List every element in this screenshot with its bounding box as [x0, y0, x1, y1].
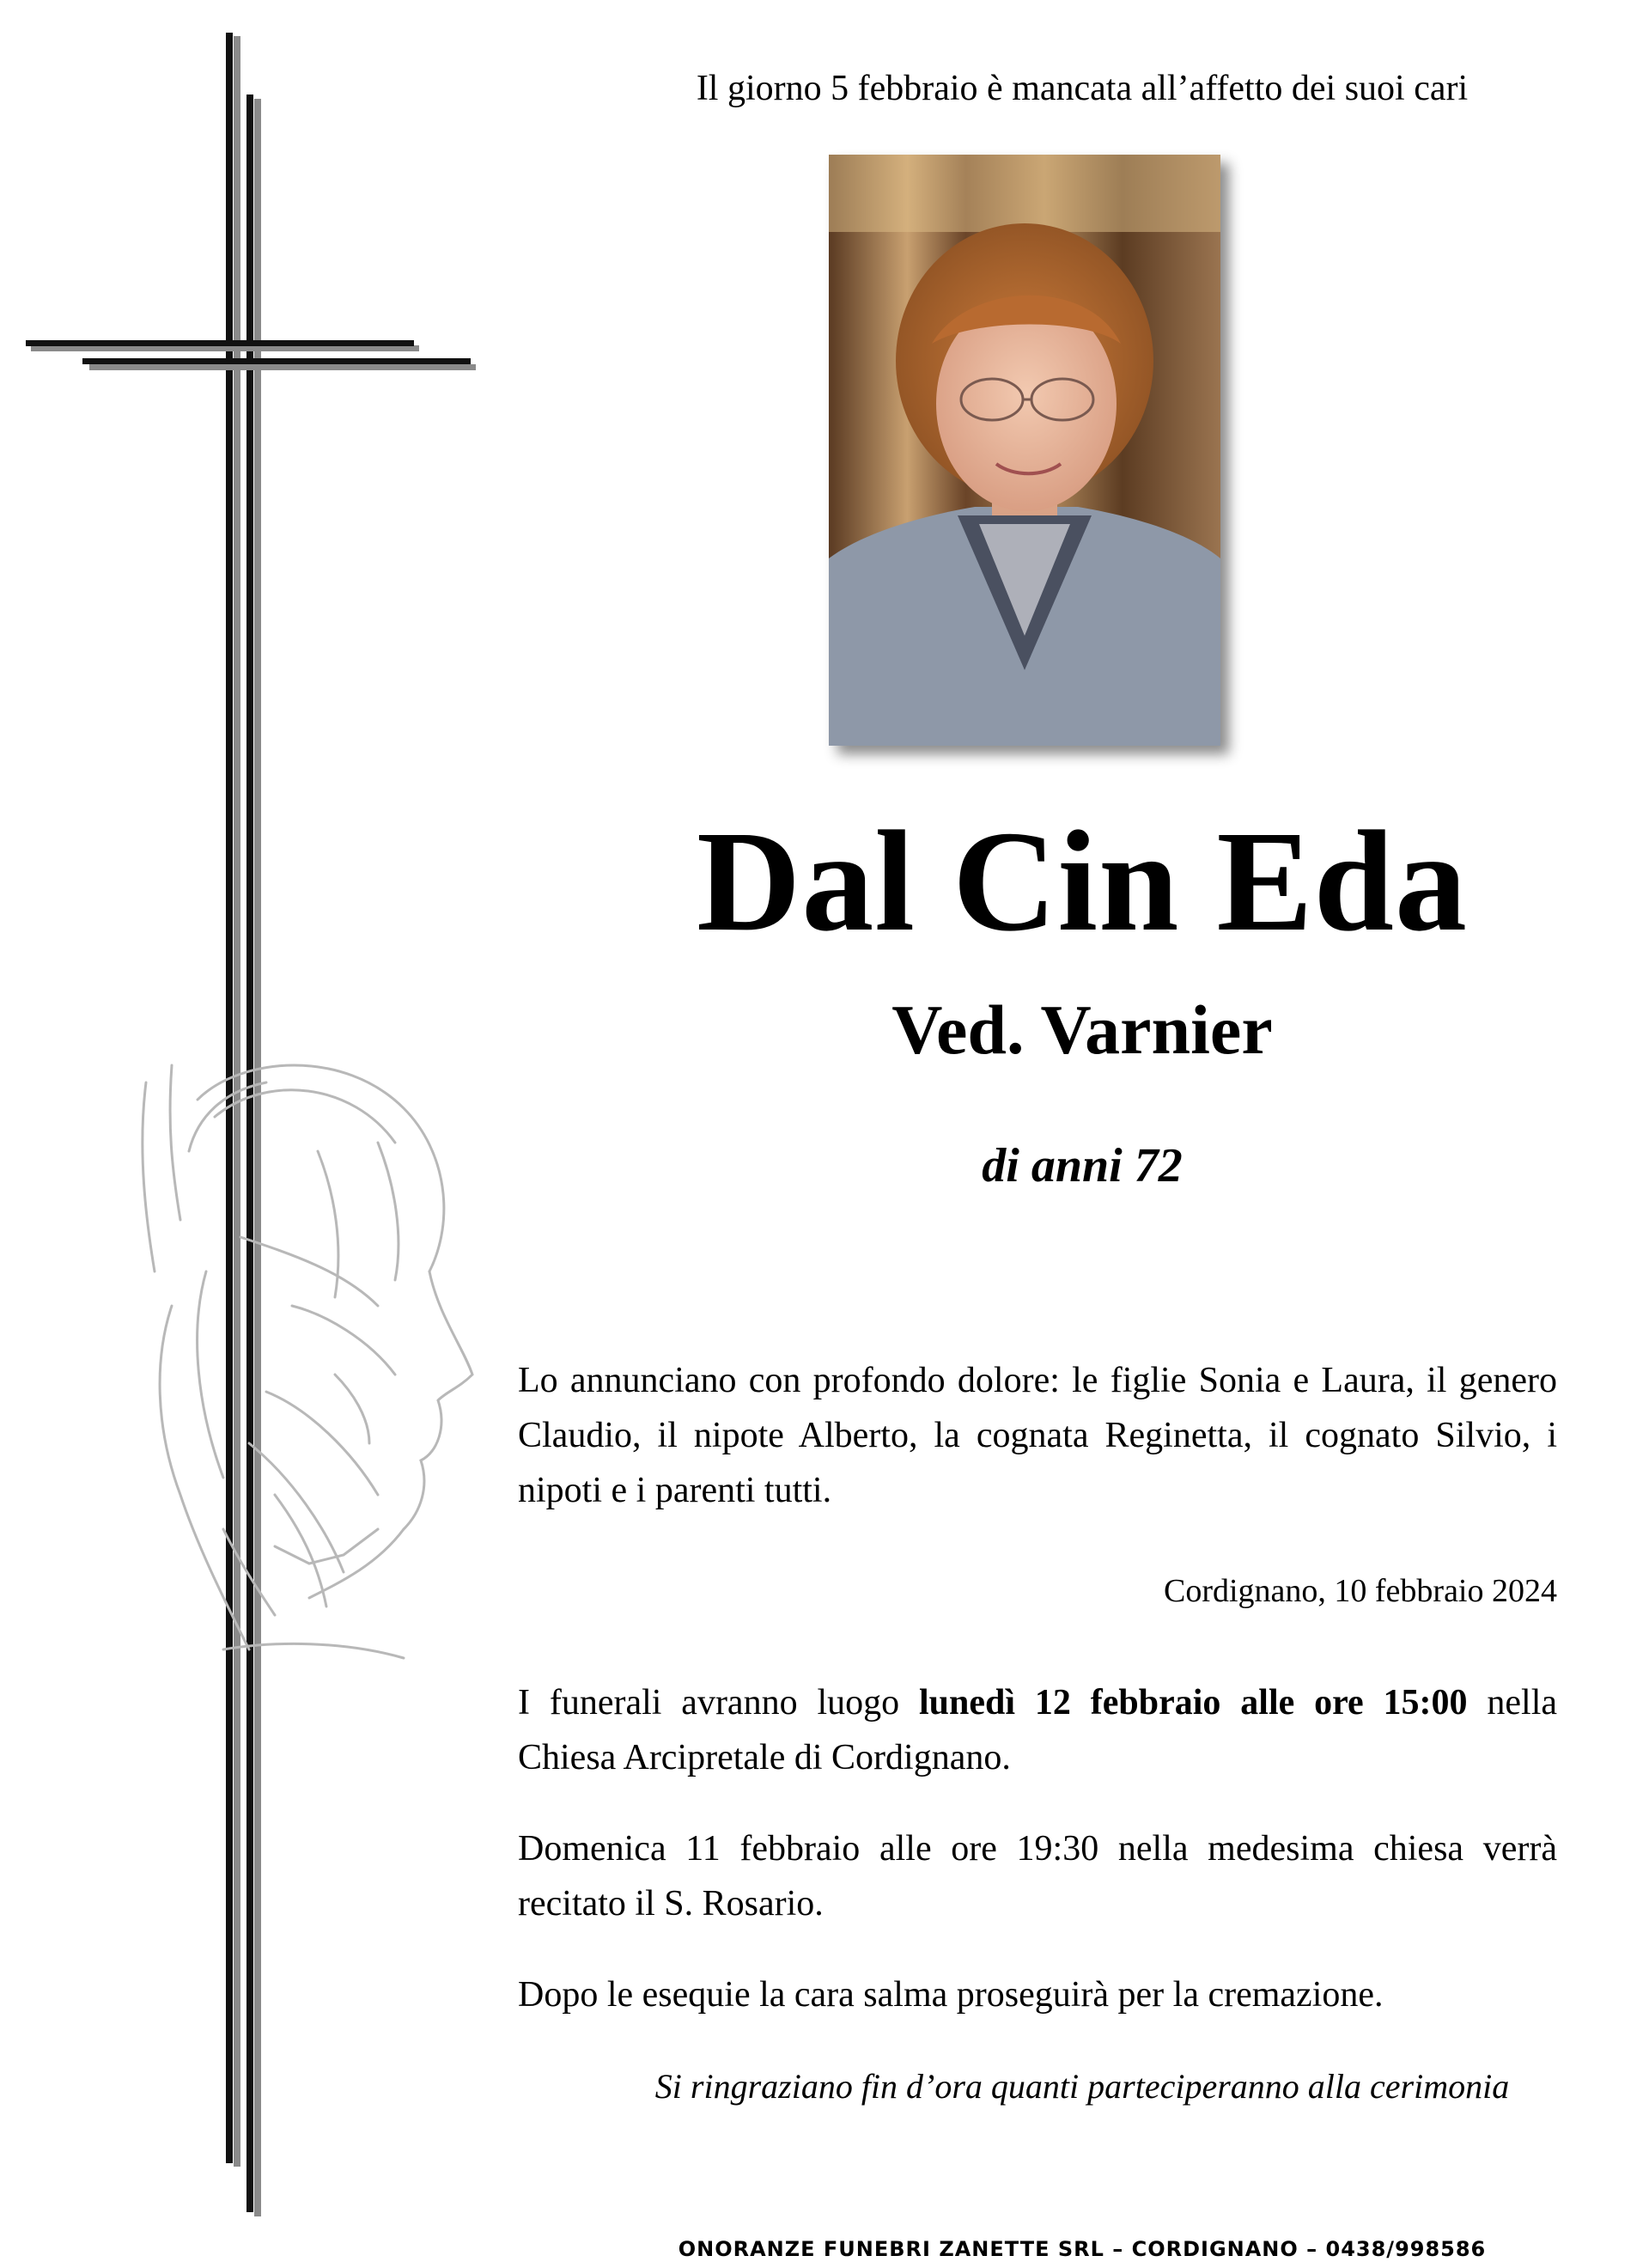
christ-sketch-icon	[120, 1048, 481, 1684]
intro-text: Il giorno 5 febbraio è mancata all’affetto dei suoi cari	[696, 69, 1469, 108]
cremation-info: Dopo le esequie la cara salma proseguirà per la cremazione.	[518, 1975, 1384, 2015]
deceased-name: Dal Cin Eda	[697, 802, 1468, 961]
announcement-text: Lo annunciano con profondo dolore: le figlie Sonia e Laura, il genero Claudio, il nipote Alberto, la cognata Reginetta, il cognato Silvio, i nipoti e i parenti tutti.	[518, 1361, 1557, 1510]
funeral-suffix: nella Chiesa Arcipretale di Cordignano.	[518, 1683, 1558, 1777]
funeral-info	[518, 1675, 1557, 1785]
funeral-datetime: lunedì 12 febbraio alle ore 15:00	[918, 1683, 1468, 1722]
deceased-subname: Ved. Varnier	[891, 991, 1273, 1069]
portrait-photo	[829, 155, 1220, 746]
funeral-home-footer: ONORANZE FUNEBRI ZANETTE SRL – CORDIGNANO – 0438/998586	[678, 2237, 1487, 2261]
rosary-info: Domenica 11 febbraio alle ore 19:30 nella medesima chiesa verrà recitato il S. Rosario.	[518, 1829, 1557, 1924]
funeral-prefix: I funerali avranno luogo	[518, 1683, 919, 1722]
thanks-text: Si ringraziano fin d’ora quanti parteciperanno alla cerimonia	[654, 2067, 1510, 2106]
place-date: Cordignano, 10 febbraio 2024	[1163, 1573, 1557, 1609]
deceased-age: di anni 72	[982, 1139, 1183, 1192]
